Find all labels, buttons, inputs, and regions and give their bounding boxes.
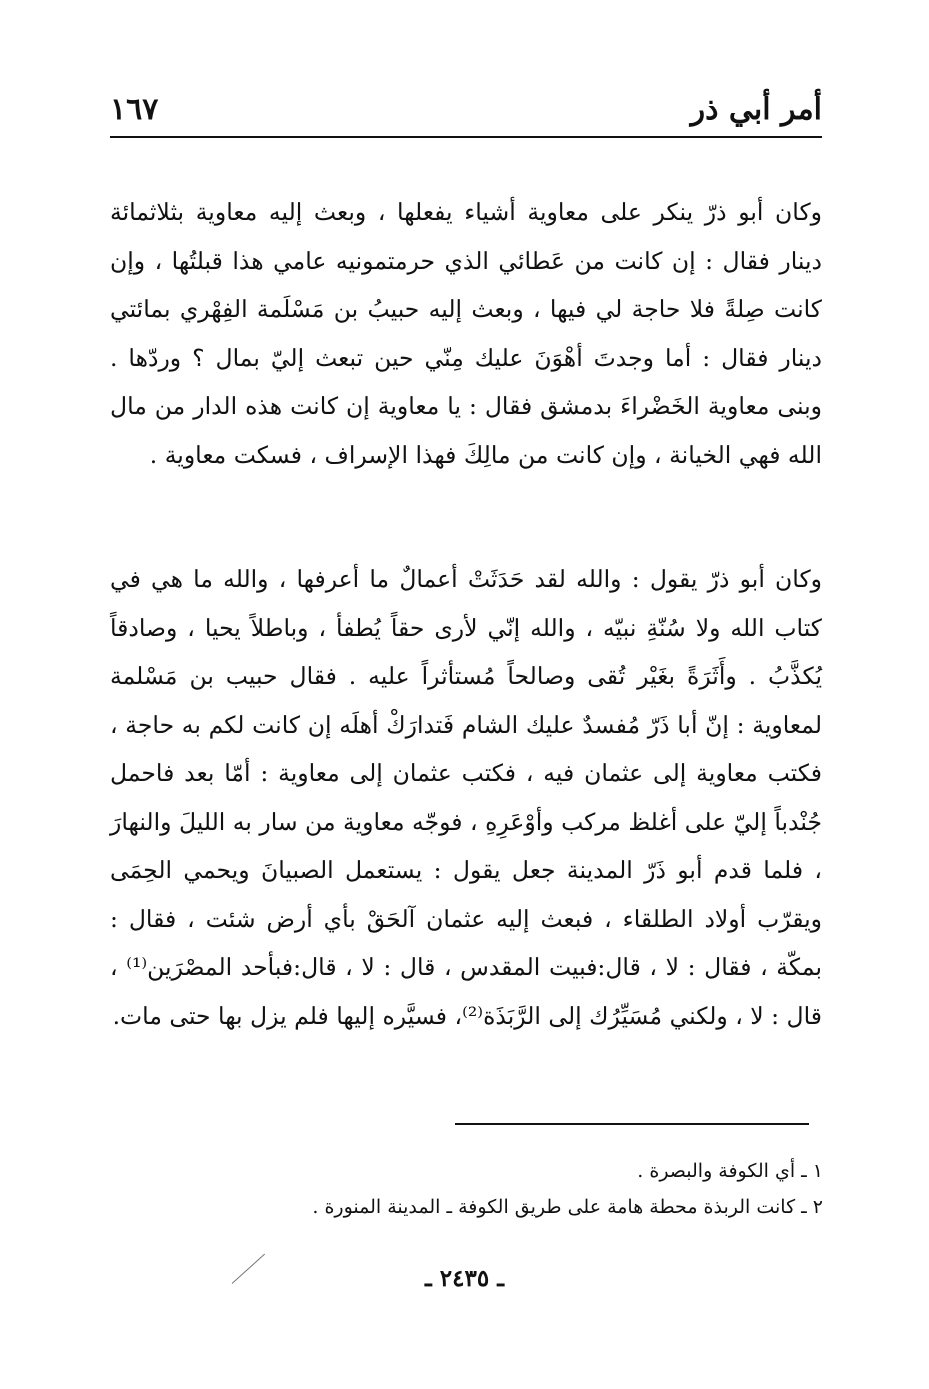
footnotes xyxy=(223,1153,823,1225)
footnote-item: ٢ ـ كانت الربذة محطة هامة على طريق الكوفة ـ المدينة المنورة . xyxy=(312,1196,823,1218)
page-footer-number: ـ ٢٤٣٥ ـ xyxy=(425,1265,504,1292)
header-divider xyxy=(110,136,822,138)
body-paragraph-1-container xyxy=(110,188,822,479)
footnote-divider xyxy=(455,1123,809,1125)
body-paragraph: وكان أبو ذرّ ينكر على معاوية أشياء يفعلها ، وبعث إليه معاوية بثلاثمائة دينار فقال : إن كانت من عَطائي الذي حرمتمونيه عامي هذا قبلتُها ، وإن كانت صِلةً فلا حاجة لي فيها ، وبعث إليه حبيبُ بن مَسْلَمة الفِهْري بمائتي دينار فقال : أما وجدتَ أهْوَنَ عليك مِنّي حين تبعث إليّ بمال ؟ وردّها . وبنى معاوية الخَضْراءَ بدمشق فقال : يا معاوية إن كانت هذه الدار من مال الله فهي الخيانة ، وإن كانت من مالِكَ فهذا الإسراف ، فسكت معاوية . xyxy=(110,198,822,469)
body-paragraph-2-container xyxy=(110,555,822,1040)
running-header xyxy=(110,92,822,134)
body-paragraph: وكان أبو ذرّ يقول : والله لقد حَدَثَتْ أعمالٌ ما أعرفها ، والله ما هي في كتاب الله ولا سُنّةِ نبيّه ، والله إنّي لأرى حقاً يُطفأ ، وباطلاً يحيا ، وصادقاً يُكذَّبُ . وأَثَرَةً بغَيْر تُقى وصالحاً مُستأثراً عليه . فقال حبيب بن مَسْلمة لمعاوية : إنّ أبا ذَرّ مُفسدٌ عليك الشام فَتدارَكْ أهلَه إن كانت لكم به حاجة ، فكتب معاوية إلى عثمان فيه ، فكتب عثمان إلى معاوية : أمّا بعد فاحمل جُنْدباً إليّ على أغلظ مركب وأوْعَرِهِ ، فوجّه معاوية من سار به الليلَ والنهارَ ، فلما قدم أبو ذَرّ المدينة جعل يقول : يستعمل الصبيانَ ويحمي الحِمَى ويقرّب أولاد الطلقاء ، فبعث إليه عثمان آلحَقْ بأي أرض شئت ، فقال : بمكّة ، فقال : لا ، قال:فبيت المقدس ، قال : لا ، قال:فبأحد المصْرَين⁽¹⁾ ، قال : لا ، ولكني مُسَيِّرُك إلى الرَّبَذَة⁽²⁾، فسيَّره إليها فلم يزل بها حتى مات. xyxy=(110,565,823,1030)
page-number: ١٦٧ xyxy=(110,92,159,127)
footnote-item: ١ ـ أي الكوفة والبصرة . xyxy=(637,1160,823,1182)
chapter-title: أمر أبي ذر xyxy=(690,92,822,127)
